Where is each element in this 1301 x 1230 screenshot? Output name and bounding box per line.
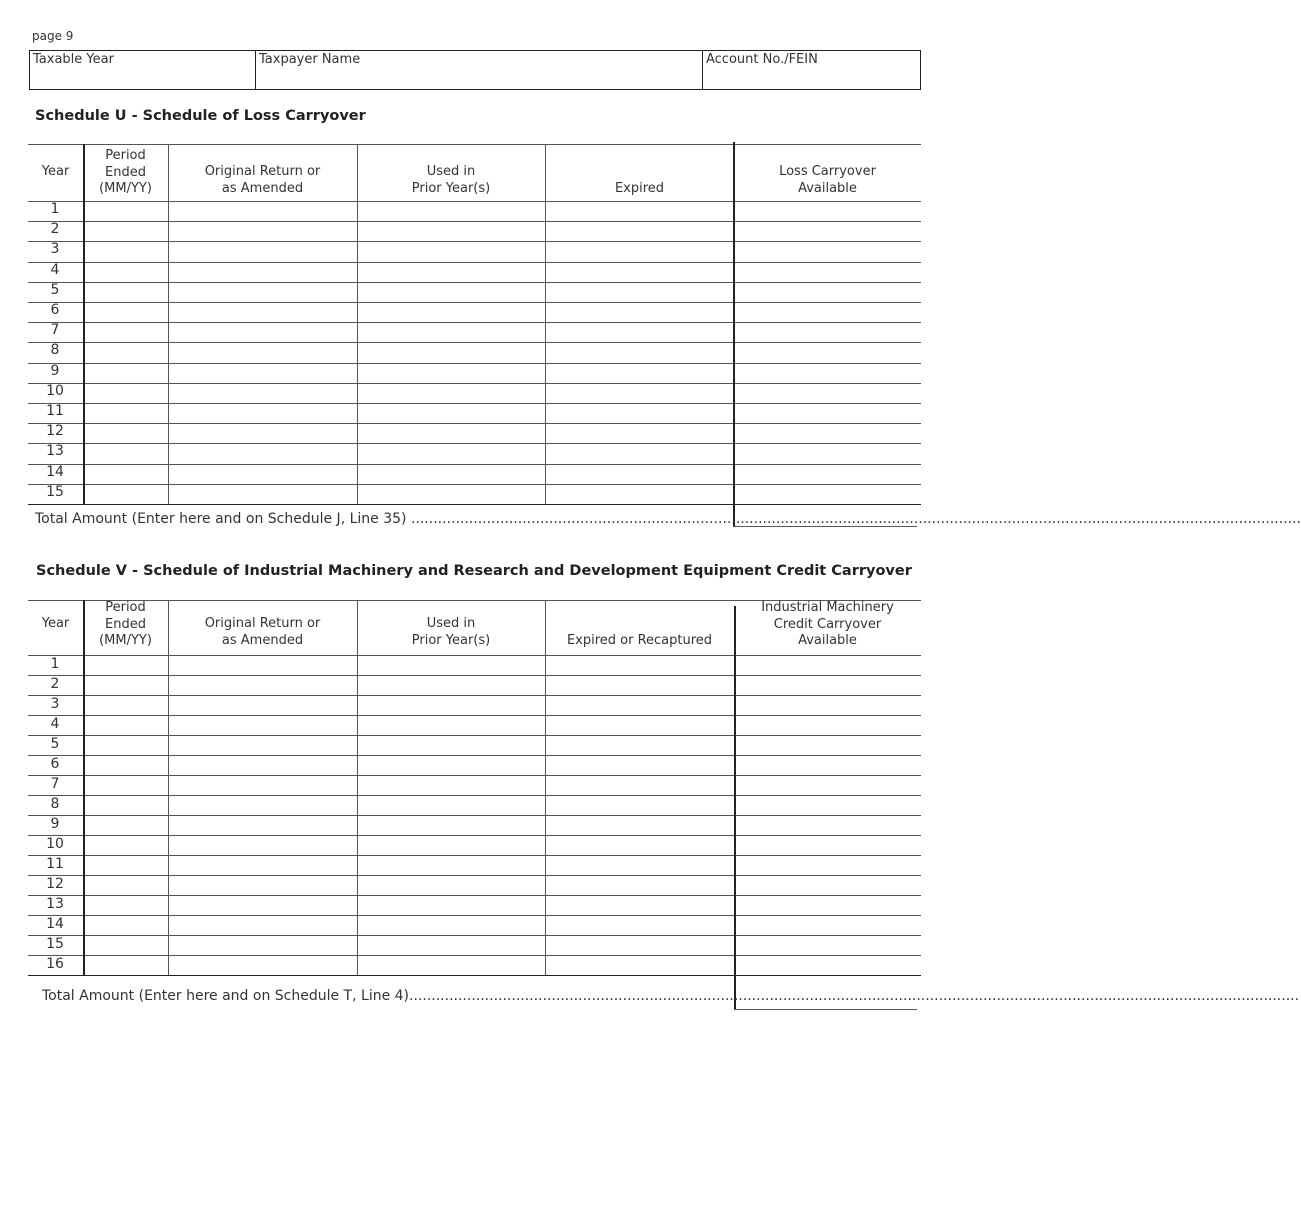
entry-cell[interactable] [359, 443, 543, 461]
entry-cell[interactable] [85, 403, 166, 421]
entry-cell[interactable] [170, 735, 355, 753]
entry-cell[interactable] [359, 915, 543, 933]
row-number: 8 [50, 796, 60, 812]
column-header: Used in Prior Year(s) [411, 616, 491, 648]
row-number: 1 [50, 201, 60, 217]
page-number: page 9 [32, 29, 74, 43]
entry-cell[interactable] [736, 241, 919, 259]
entry-cell[interactable] [170, 835, 355, 853]
row-number: 9 [50, 362, 60, 379]
schedule-u-title: Schedule U - Schedule of Loss Carryover [35, 108, 366, 124]
entry-cell[interactable] [170, 755, 355, 773]
entry-cell[interactable] [170, 875, 355, 893]
entry-cell[interactable] [170, 282, 355, 300]
entry-cell[interactable] [85, 775, 166, 793]
entry-cell[interactable] [85, 221, 166, 239]
entry-cell[interactable] [736, 484, 919, 502]
row-number: 7 [50, 776, 60, 792]
entry-cell[interactable] [547, 443, 732, 461]
column-header: Period Ended (MM/YY) [99, 600, 152, 648]
entry-cell[interactable] [547, 423, 732, 441]
entry-cell[interactable] [547, 464, 732, 482]
entry-cell[interactable] [547, 795, 732, 813]
entry-cell[interactable] [359, 815, 543, 833]
entry-cell[interactable] [170, 443, 355, 461]
column-header: Expired [614, 181, 665, 196]
entry-cell[interactable] [547, 695, 732, 713]
account-number-field[interactable] [702, 51, 920, 89]
entry-cell[interactable] [359, 241, 543, 259]
entry-cell[interactable] [85, 241, 166, 259]
entry-cell[interactable] [736, 855, 919, 873]
entry-cell[interactable] [359, 423, 543, 441]
entry-cell[interactable] [359, 895, 543, 913]
total-label-text: Total Amount (Enter here and on Schedule T, Line 4) [42, 988, 410, 1004]
row-number: 14 [46, 916, 64, 932]
entry-cell[interactable] [359, 795, 543, 813]
entry-cell[interactable] [547, 655, 732, 673]
row-number: 5 [50, 736, 60, 752]
entry-cell[interactable] [85, 955, 166, 973]
row-number: 13 [46, 443, 64, 460]
row-rule [28, 975, 921, 976]
taxable-year-label: Taxable Year [33, 52, 114, 67]
column-rule [168, 600, 169, 975]
entry-cell[interactable] [547, 775, 732, 793]
column-rule [168, 144, 169, 504]
row-number: 13 [46, 896, 64, 912]
total-box-bottom [734, 1009, 917, 1010]
column-header: Year [41, 164, 70, 179]
entry-cell[interactable] [85, 715, 166, 733]
entry-cell[interactable] [359, 322, 543, 340]
entry-cell[interactable] [85, 795, 166, 813]
entry-cell[interactable] [359, 383, 543, 401]
entry-cell[interactable] [359, 201, 543, 219]
entry-cell[interactable] [359, 484, 543, 502]
row-number: 4 [50, 716, 60, 732]
column-header: Year [41, 616, 70, 631]
row-number: 10 [46, 382, 64, 399]
row-number: 11 [46, 403, 64, 419]
total-amount-input[interactable] [737, 984, 916, 1005]
row-number: 4 [50, 261, 60, 278]
row-number: 3 [50, 696, 60, 712]
entry-cell[interactable] [547, 403, 732, 421]
entry-cell[interactable] [170, 262, 355, 280]
entry-cell[interactable] [85, 855, 166, 873]
entry-cell[interactable] [170, 815, 355, 833]
entry-cell[interactable] [170, 855, 355, 873]
account-number-label: Account No./FEIN [706, 52, 818, 67]
entry-cell[interactable] [547, 201, 732, 219]
column-header: Used in Prior Year(s) [411, 164, 491, 196]
entry-cell[interactable] [85, 875, 166, 893]
entry-cell[interactable] [170, 342, 355, 360]
row-number: 2 [50, 676, 60, 692]
entry-cell[interactable] [170, 775, 355, 793]
row-number: 12 [46, 876, 64, 892]
entry-cell[interactable] [170, 795, 355, 813]
entry-cell[interactable] [736, 322, 919, 340]
entry-cell[interactable] [736, 715, 919, 733]
entry-cell[interactable] [736, 464, 919, 482]
entry-cell[interactable] [85, 464, 166, 482]
column-rule [357, 600, 358, 975]
row-number: 12 [46, 423, 64, 440]
entry-cell[interactable] [359, 955, 543, 973]
total-amount-label [35, 511, 1301, 527]
entry-cell[interactable] [547, 221, 732, 239]
entry-cell[interactable] [85, 342, 166, 360]
row-number: 7 [50, 322, 60, 339]
column-rule [545, 600, 546, 975]
entry-cell[interactable] [170, 241, 355, 259]
entry-cell[interactable] [359, 221, 543, 239]
entry-cell[interactable] [736, 201, 919, 219]
entry-cell[interactable] [170, 715, 355, 733]
entry-cell[interactable] [85, 735, 166, 753]
entry-cell[interactable] [547, 383, 732, 401]
entry-cell[interactable] [547, 955, 732, 973]
entry-cell[interactable] [736, 262, 919, 280]
entry-cell[interactable] [359, 735, 543, 753]
entry-cell[interactable] [170, 675, 355, 693]
entry-cell[interactable] [736, 915, 919, 933]
entry-cell[interactable] [736, 282, 919, 300]
entry-cell[interactable] [170, 383, 355, 401]
column-rule [545, 144, 546, 504]
entry-cell[interactable] [85, 915, 166, 933]
entry-cell[interactable] [736, 735, 919, 753]
entry-cell[interactable] [359, 282, 543, 300]
entry-cell[interactable] [85, 363, 166, 381]
entry-cell[interactable] [170, 895, 355, 913]
entry-cell[interactable] [170, 484, 355, 502]
entry-cell[interactable] [359, 262, 543, 280]
row-rule [28, 504, 921, 505]
entry-cell[interactable] [170, 302, 355, 320]
entry-cell[interactable] [359, 302, 543, 320]
entry-cell[interactable] [736, 895, 919, 913]
entry-cell[interactable] [359, 755, 543, 773]
taxpayer-name-field[interactable] [255, 51, 702, 89]
entry-cell[interactable] [736, 655, 919, 673]
entry-cell[interactable] [736, 695, 919, 713]
entry-cell[interactable] [547, 262, 732, 280]
available-column-rule [733, 142, 735, 526]
header-top-rule [28, 144, 921, 145]
entry-cell[interactable] [736, 955, 919, 973]
row-number: 9 [50, 816, 60, 832]
entry-cell[interactable] [359, 775, 543, 793]
entry-cell[interactable] [547, 322, 732, 340]
entry-cell[interactable] [170, 201, 355, 219]
leader-dots: ........................................................................................................................................................................................................ [409, 988, 1300, 1004]
entry-cell[interactable] [736, 403, 919, 421]
entry-cell[interactable] [736, 342, 919, 360]
entry-cell[interactable] [85, 755, 166, 773]
entry-cell[interactable] [547, 715, 732, 733]
entry-cell[interactable] [85, 835, 166, 853]
schedule-v-title: Schedule V - Schedule of Industrial Machinery and Research and Development Equipment Credit Carryover [36, 563, 912, 579]
entry-cell[interactable] [170, 423, 355, 441]
row-number: 5 [50, 281, 60, 298]
entry-cell[interactable] [85, 895, 166, 913]
row-number: 8 [50, 342, 60, 359]
entry-cell[interactable] [359, 695, 543, 713]
column-rule [83, 600, 85, 975]
entry-cell[interactable] [85, 322, 166, 340]
entry-cell[interactable] [736, 775, 919, 793]
entry-cell[interactable] [359, 464, 543, 482]
entry-cell[interactable] [547, 875, 732, 893]
entry-cell[interactable] [359, 675, 543, 693]
total-amount-label [42, 988, 1300, 1004]
entry-cell[interactable] [85, 302, 166, 320]
entry-cell[interactable] [736, 755, 919, 773]
column-header: Original Return or as Amended [204, 616, 321, 648]
row-number: 3 [50, 241, 60, 258]
entry-cell[interactable] [547, 241, 732, 259]
row-number: 11 [46, 856, 64, 872]
entry-cell[interactable] [736, 221, 919, 239]
entry-cell[interactable] [736, 935, 919, 953]
entry-cell[interactable] [359, 363, 543, 381]
row-number: 16 [46, 956, 64, 972]
leader-dots: ........................................................................................................................................................................................................ [410, 511, 1301, 527]
entry-cell[interactable] [547, 735, 732, 753]
entry-cell[interactable] [359, 655, 543, 673]
entry-cell[interactable] [547, 935, 732, 953]
total-amount-input[interactable] [736, 507, 916, 522]
column-header: Period Ended (MM/YY) [99, 148, 152, 196]
entry-cell[interactable] [736, 815, 919, 833]
taxpayer-header [29, 50, 921, 90]
entry-cell[interactable] [736, 675, 919, 693]
entry-cell[interactable] [736, 795, 919, 813]
taxable-year-field[interactable] [30, 51, 255, 89]
entry-cell[interactable] [547, 342, 732, 360]
entry-cell[interactable] [547, 282, 732, 300]
entry-cell[interactable] [85, 423, 166, 441]
column-rule [357, 144, 358, 504]
taxpayer-name-label: Taxpayer Name [259, 52, 361, 67]
total-label-text: Total Amount (Enter here and on Schedule J, Line 35) [35, 511, 411, 527]
column-header: Industrial Machinery Credit Carryover Available [761, 600, 894, 648]
entry-cell[interactable] [547, 302, 732, 320]
entry-cell[interactable] [170, 915, 355, 933]
entry-cell[interactable] [170, 935, 355, 953]
entry-cell[interactable] [736, 383, 919, 401]
entry-cell[interactable] [170, 695, 355, 713]
entry-cell[interactable] [170, 403, 355, 421]
entry-cell[interactable] [85, 815, 166, 833]
entry-cell[interactable] [359, 935, 543, 953]
row-number: 6 [50, 756, 60, 772]
row-number: 14 [46, 463, 64, 480]
entry-cell[interactable] [547, 675, 732, 693]
entry-cell[interactable] [85, 484, 166, 502]
entry-cell[interactable] [547, 835, 732, 853]
entry-cell[interactable] [170, 955, 355, 973]
entry-cell[interactable] [547, 915, 732, 933]
entry-cell[interactable] [170, 363, 355, 381]
row-number: 6 [50, 302, 60, 318]
row-number: 2 [50, 221, 60, 238]
entry-cell[interactable] [736, 363, 919, 381]
row-number: 10 [46, 836, 64, 852]
entry-cell[interactable] [547, 484, 732, 502]
entry-cell[interactable] [359, 855, 543, 873]
entry-cell[interactable] [85, 282, 166, 300]
entry-cell[interactable] [85, 262, 166, 280]
entry-cell[interactable] [359, 403, 543, 421]
row-number: 15 [46, 483, 64, 500]
entry-cell[interactable] [736, 875, 919, 893]
entry-cell[interactable] [547, 895, 732, 913]
entry-cell[interactable] [170, 655, 355, 673]
entry-cell[interactable] [170, 464, 355, 482]
entry-cell[interactable] [359, 835, 543, 853]
entry-cell[interactable] [85, 201, 166, 219]
entry-cell[interactable] [85, 443, 166, 461]
entry-cell[interactable] [85, 675, 166, 693]
entry-cell[interactable] [547, 755, 732, 773]
column-header: Expired or Recaptured [566, 633, 713, 648]
column-header: Original Return or as Amended [204, 164, 321, 196]
entry-cell[interactable] [547, 855, 732, 873]
entry-cell[interactable] [736, 423, 919, 441]
entry-cell[interactable] [170, 221, 355, 239]
entry-cell[interactable] [547, 363, 732, 381]
row-number: 15 [46, 936, 64, 952]
row-number: 1 [50, 656, 60, 672]
entry-cell[interactable] [359, 875, 543, 893]
entry-cell[interactable] [85, 383, 166, 401]
column-rule [83, 144, 85, 504]
entry-cell[interactable] [547, 815, 732, 833]
entry-cell[interactable] [85, 655, 166, 673]
entry-cell[interactable] [85, 935, 166, 953]
entry-cell[interactable] [736, 302, 919, 320]
entry-cell[interactable] [170, 322, 355, 340]
available-column-rule [734, 606, 736, 1009]
entry-cell[interactable] [85, 695, 166, 713]
entry-cell[interactable] [736, 835, 919, 853]
entry-cell[interactable] [359, 715, 543, 733]
column-header: Loss Carryover Available [779, 164, 876, 196]
entry-cell[interactable] [736, 443, 919, 461]
entry-cell[interactable] [359, 342, 543, 360]
